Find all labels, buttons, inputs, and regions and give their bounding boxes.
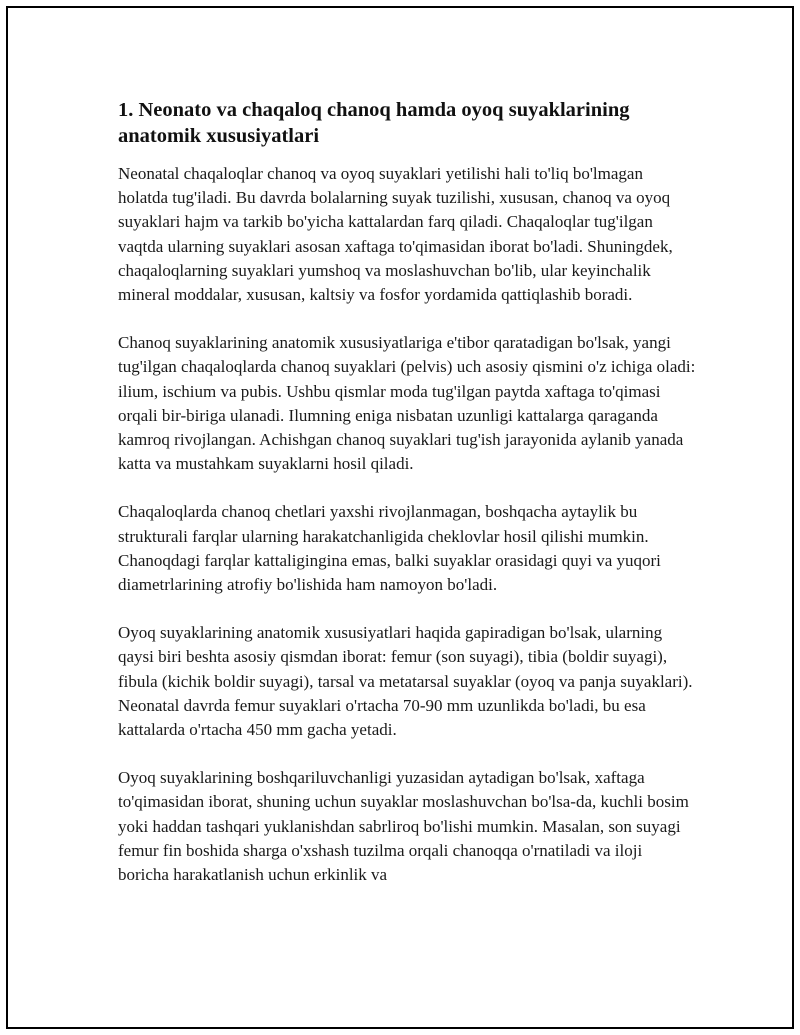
document-page [6,6,794,1029]
paragraph-1: Neonatal chaqaloqlar chanoq va oyoq suyaklari yetilishi hali to'liq bo'lmagan holatda tug'iladi. Bu davrda bolalarning suyak tuzilishi, xususan, chanoq va oyoq suyaklari hajm va tarkib bo'yicha kattalardan farq qiladi. Chaqaloqlar tug'ilgan vaqtda ularning suyaklari asosan xaftaga to'qimasidan iborat bo'ladi. Shuningdek, chaqaloqlarning suyaklari yumshoq va moslashuvchan bo'lib, ular keyinchalik mineral moddalar, xususan, kaltsiy va fosfor yordamida qattiqlashib boradi. [118,164,673,305]
document-body [118,97,696,911]
paragraph-2: Chanoq suyaklarining anatomik xususiyatlariga e'tibor qaratadigan bo'lsak, yangi tug'ilgan chaqaloqlarda chanoq suyaklari (pelvis) uch asosiy qismini o'z ichiga oladi: ilium, ischium va pubis. Ushbu qismlar moda tug'ilgan paytda xaftaga to'qimasi orqali bir-biriga ulanadi. Ilumning eniga nisbatan uzunligi kattalarga qaraganda kamroq rivojlangan. Achishgan chanoq suyaklari tug'ish jarayonida aylanib yanada katta va mustahkam suyaklarni hosil qiladi. [118,333,696,474]
paragraph-5: Oyoq suyaklarining boshqariluvchanligi yuzasidan aytadigan bo'lsak, xaftaga to'qimasidan iborat, shuning uchun suyaklar moslashuvchan bo'lsa-da, kuchli bosim yoki haddan tashqari yuklanishdan sabrliroq bo'lishi mumkin. Masalan, son suyagi femur fin boshida sharga o'xshash tuzilma orqali chanoqqa o'rnatiladi va iloji boricha harakatlanish uchun erkinlik va [118,768,689,885]
paragraph-4: Oyoq suyaklarining anatomik xususiyatlari haqida gapiradigan bo'lsak, ularning qaysi biri beshta asosiy qismdan iborat: femur (son suyagi), tibia (boldir suyagi), fibula (kichik boldir suyagi), tarsal va metatarsal suyaklar (oyoq va panja suyaklari). Neonatal davrda femur suyaklari o'rtacha 70-90 mm uzunlikda bo'ladi, bu esa kattalarda o'rtacha 450 mm gacha yetadi. [118,623,693,740]
paragraph-3: Chaqaloqlarda chanoq chetlari yaxshi rivojlanmagan, boshqacha aytaylik bu strukturali farqlar ularning harakatchanligida cheklovlar hosil qilishi mumkin. Chanoqdagi farqlar kattaligingina emas, balki suyaklar orasidagi quyi va yuqori diametrlarining atrofiy bo'lishida ham namoyon bo'ladi. [118,502,661,595]
section-heading: 1. Neonato va chaqaloq chanoq hamda oyoq suyaklarining anatomik xususiyatlari [118,99,630,147]
